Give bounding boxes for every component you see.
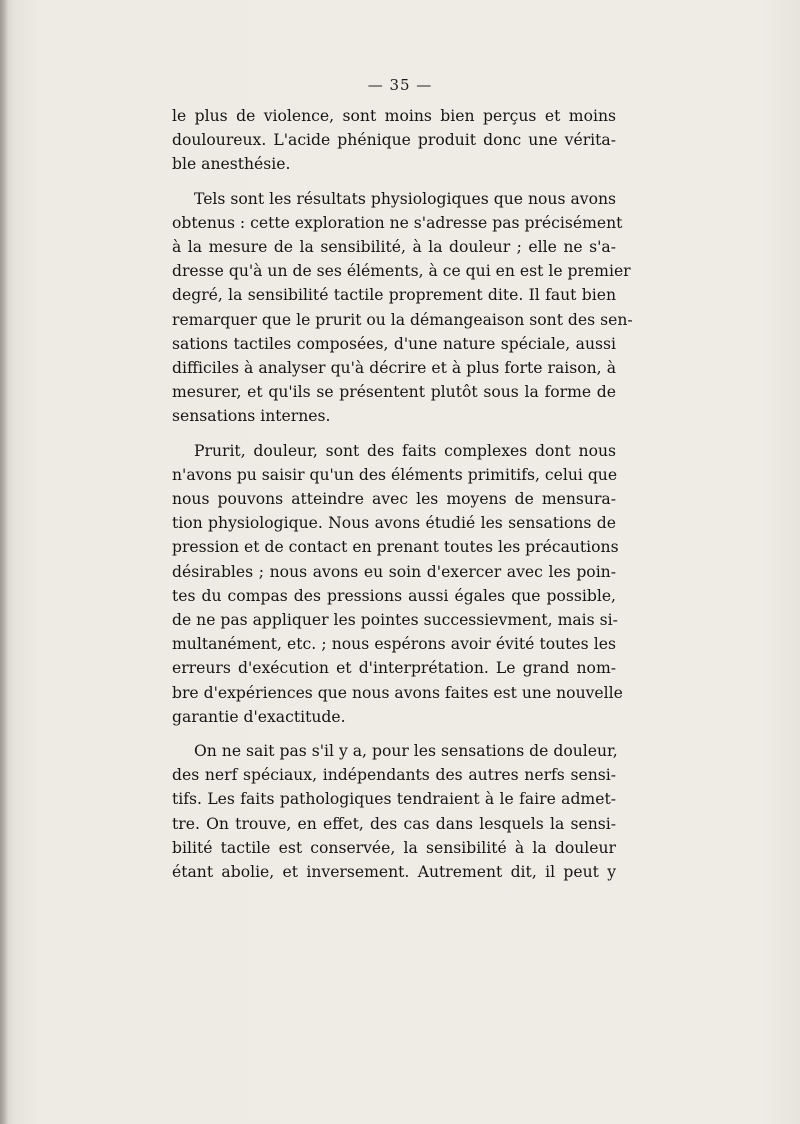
- text-line: de ne pas appliquer les pointes successievment, mais si-: [172, 611, 618, 630]
- text-line: étant abolie, et inversement. Autrement dit, il peut y: [172, 863, 616, 882]
- text-line: obtenus : cette exploration ne s'adresse pas précisément: [172, 213, 623, 232]
- text-line: remarquer que le prurit ou la démangeaison sont des sen-: [172, 310, 633, 329]
- text-line: pression et de contact en prenant toutes les précautions: [172, 538, 619, 557]
- page-number: — 35 —: [367, 76, 433, 94]
- text-line: multanément, etc. ; nous espérons avoir évité toutes les: [172, 635, 616, 654]
- text-line: tion physiologique. Nous avons étudié les sensations de: [172, 514, 616, 533]
- paragraph-2: [172, 187, 633, 429]
- text-line: Tels sont les résultats physiologiques que nous avons: [194, 189, 616, 208]
- text-line: désirables ; nous avons eu soin d'exercer avec les poin-: [172, 562, 616, 581]
- text-line: tifs. Les faits pathologiques tendraient à le faire admet-: [172, 790, 616, 809]
- text-line: erreurs d'exécution et d'interprétation. Le grand nom-: [172, 659, 616, 678]
- text-line: dresse qu'à un de ses éléments, à ce qui en est le premier: [172, 262, 631, 281]
- text-line: bilité tactile est conservée, la sensibilité à la douleur: [172, 838, 616, 857]
- text-line: garantie d'exactitude.: [172, 707, 346, 726]
- paragraph-3: [172, 439, 623, 729]
- text-line: Prurit, douleur, sont des faits complexes dont nous: [194, 441, 616, 460]
- page-edge-shadow: [0, 0, 8, 1124]
- text-line: nous pouvons atteindre avec les moyens de mensura-: [172, 490, 616, 509]
- text-line: degré, la sensibilité tactile proprement dite. Il faut bien: [172, 286, 616, 305]
- text-line: le plus de violence, sont moins bien perçus et moins: [172, 107, 616, 125]
- paragraph-4: [172, 739, 616, 884]
- text-line: à la mesure de la sensibilité, à la douleur ; elle ne s'a-: [172, 238, 616, 257]
- text-line: sensations internes.: [172, 407, 331, 426]
- text-line: n'avons pu saisir qu'un des éléments primitifs, celui que: [172, 465, 618, 484]
- text-line: bre d'expériences que nous avons faites est une nouvelle: [172, 683, 623, 702]
- paragraph-1: [172, 104, 616, 177]
- text-line: difficiles à analyser qu'à décrire et à plus forte raison, à: [172, 359, 616, 378]
- text-line: tes du compas des pressions aussi égales que possible,: [172, 586, 616, 605]
- text-line: sations tactiles composées, d'une nature spéciale, aussi: [172, 334, 616, 353]
- text-line: On ne sait pas s'il y a, pour les sensations de douleur,: [194, 742, 618, 761]
- text-line: douloureux. L'acide phénique produit donc une vérita-: [172, 131, 616, 150]
- text-line: ble anesthésie.: [172, 155, 291, 174]
- text-line: mesurer, et qu'ils se présentent plutôt sous la forme de: [172, 383, 616, 402]
- text-line: des nerf spéciaux, indépendants des autres nerfs sensi-: [172, 766, 616, 785]
- text-line: tre. On trouve, en effet, des cas dans lesquels la sensi-: [172, 814, 616, 833]
- body-text: [172, 104, 633, 894]
